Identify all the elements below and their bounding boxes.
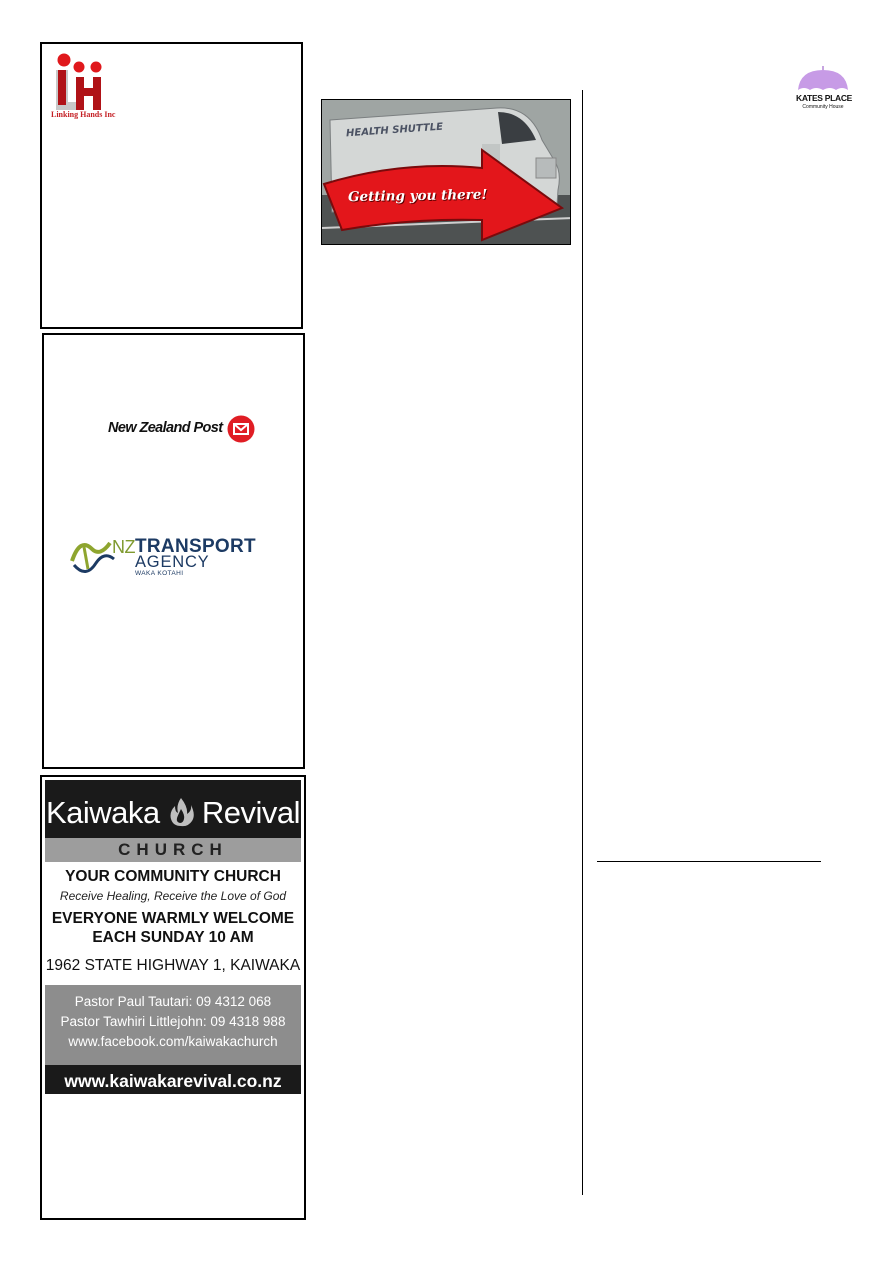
nz-transport-agency-logo bbox=[70, 535, 270, 585]
pastor-paul: Pastor Paul Tautari: 09 4312 068 bbox=[74, 994, 272, 1009]
contact-info bbox=[45, 985, 301, 1065]
kates-place-subtitle: Community House bbox=[802, 104, 844, 110]
van-label: HEALTH SHUTTLE bbox=[345, 121, 444, 140]
linking-hands-caption: Linking Hands Inc bbox=[51, 110, 116, 119]
tagline: YOUR COMMUNITY CHURCH bbox=[65, 868, 281, 885]
nzta-transport: TRANSPORT bbox=[135, 536, 256, 557]
sponsors-box bbox=[42, 333, 305, 769]
church-address: 1962 STATE HIGHWAY 1, KAIWAKA bbox=[45, 957, 301, 974]
church-label: CHURCH bbox=[118, 840, 228, 859]
title-kaiwaka: Kaiwaka bbox=[45, 795, 160, 830]
nzta-waka-kotahi: WAKA KOTAHI bbox=[135, 570, 184, 577]
section-divider bbox=[597, 861, 821, 862]
nzta-swoosh-icon bbox=[70, 535, 116, 579]
facebook-link[interactable]: www.facebook.com/kaiwakachurch bbox=[68, 1034, 278, 1049]
linking-hands-ad bbox=[40, 42, 303, 329]
kaiwaka-revival-title bbox=[45, 795, 301, 831]
mail-envelope-icon bbox=[227, 415, 255, 443]
flame-icon bbox=[168, 797, 194, 827]
shuttle-banner-text: Getting you there! bbox=[347, 186, 488, 206]
service-info bbox=[45, 862, 301, 985]
nzta-nz: NZ bbox=[112, 537, 135, 557]
welcome-line: EVERYONE WARMLY WELCOME bbox=[51, 910, 295, 927]
pastor-tawhiri: Pastor Tawhiri Littlejohn: 09 4318 988 bbox=[60, 1014, 286, 1029]
kates-place-logo bbox=[796, 66, 853, 116]
subtagline: Receive Healing, Receive the Love of God bbox=[59, 889, 287, 903]
column-divider bbox=[582, 90, 583, 1195]
nz-post-text: New Zealand Post bbox=[108, 420, 223, 436]
kaiwaka-revival-banner bbox=[45, 780, 301, 1094]
kaiwaka-revival-ad bbox=[40, 775, 306, 1220]
church-band bbox=[45, 838, 301, 862]
nzta-agency: AGENCY bbox=[135, 553, 210, 571]
kates-place-title: KATES PLACE bbox=[796, 93, 853, 103]
service-time: EACH SUNDAY 10 AM bbox=[92, 929, 254, 946]
title-revival: Revival bbox=[201, 795, 301, 830]
website-link[interactable]: www.kaiwakarevival.co.nz bbox=[64, 1071, 282, 1091]
umbrella-icon bbox=[796, 66, 850, 96]
health-shuttle-image bbox=[321, 99, 571, 245]
